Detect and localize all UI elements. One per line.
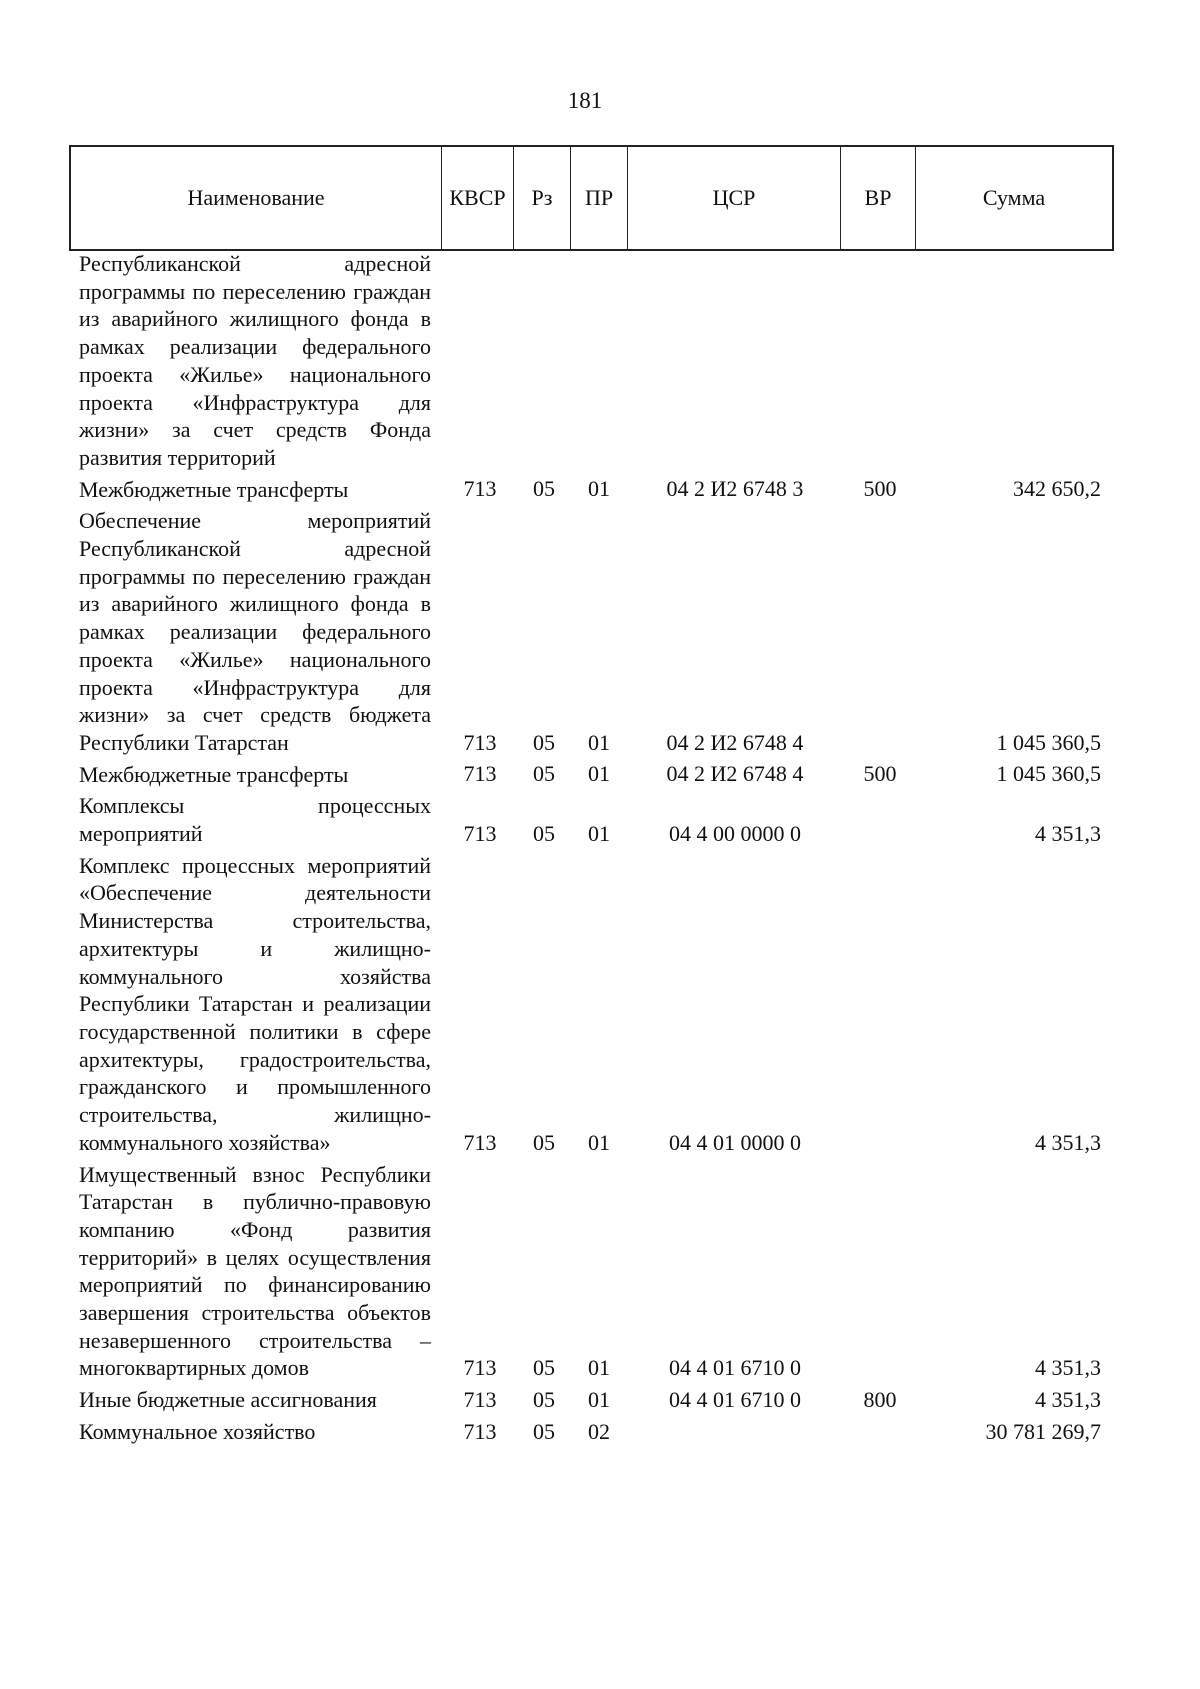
- row-name: Межбюджетные трансферты: [79, 761, 349, 787]
- row-name: Комплексы процессных мероприятий: [79, 793, 431, 847]
- row-pr: 01: [588, 729, 610, 755]
- table-row: [0, 761, 1200, 789]
- row-sum: 4 351,3: [1035, 1355, 1101, 1381]
- row-rz: 05: [533, 761, 555, 787]
- row-csr: 04 2 И2 6748 4: [666, 761, 804, 787]
- table-row: [0, 476, 1200, 504]
- row-kvsr: 713: [463, 820, 497, 846]
- row-pr: 01: [588, 476, 610, 502]
- row-csr: 04 4 01 0000 0: [669, 1129, 801, 1155]
- table-row: [0, 852, 1200, 1157]
- row-rz: 05: [533, 1355, 555, 1381]
- row-kvsr: 713: [463, 1129, 497, 1155]
- row-sum: 4 351,3: [1035, 1129, 1101, 1155]
- table-row: [0, 1161, 1200, 1383]
- row-csr: 04 2 И2 6748 3: [666, 476, 804, 502]
- row-name: Комплекс процессных мероприятий «Обеспечение деятельности Министерства строительства, архитектуры и жилищно-коммунального хозяйства Республики Татарстан и реализации государственной политики в сфере архитектуры, градостроительства, гражданского и промышленного строительства, жилищно-коммунального хозяйства»: [79, 852, 431, 1155]
- table-row: [0, 1418, 1200, 1446]
- row-pr: 01: [588, 1129, 610, 1155]
- header-pr: ПР: [571, 147, 628, 249]
- row-name: Коммунальное хозяйство: [79, 1418, 316, 1444]
- row-rz: 05: [533, 476, 555, 502]
- row-name: Иные бюджетные ассигнования: [79, 1387, 377, 1413]
- row-name: Обеспечение мероприятий Республиканской адресной программы по переселению граждан из аварийного жилищного фонда в рамках реализации федерального проекта «Жилье» национального проекта «Инфраструктура для жизни» за счет средств бюджета Республики Татарстан: [79, 508, 431, 755]
- row-pr: 01: [588, 1355, 610, 1381]
- row-pr: 01: [588, 1386, 610, 1412]
- header-vr: ВР: [841, 147, 916, 249]
- row-name: Имущественный взнос Республики Татарстан в публично-правовую компанию «Фонд развития территорий» в целях осуществления мероприятий по финансированию завершения строительства объектов незавершенного строительства – многоквартирных домов: [79, 1161, 431, 1381]
- row-sum: 4 351,3: [1035, 1386, 1101, 1412]
- table-row: [0, 507, 1200, 756]
- header-rz: Рз: [514, 147, 571, 249]
- row-sum: 1 045 360,5: [996, 761, 1101, 787]
- row-name: Межбюджетные трансферты: [79, 476, 349, 502]
- row-name: Республиканской адресной программы по переселению граждан из аварийного жилищного фонда в рамках реализации федерального проекта «Жилье» национального проекта «Инфраструктура для жизни» за счет средств Фонда развития территорий: [79, 251, 431, 470]
- row-kvsr: 713: [463, 1355, 497, 1381]
- row-kvsr: 713: [463, 1386, 497, 1412]
- table-row: [0, 792, 1200, 847]
- row-sum: 30 781 269,7: [985, 1418, 1101, 1444]
- row-pr: 02: [588, 1418, 610, 1444]
- row-rz: 05: [533, 1386, 555, 1412]
- row-rz: 05: [533, 1418, 555, 1444]
- row-vr: 500: [863, 761, 897, 787]
- row-kvsr: 713: [463, 729, 497, 755]
- table-header: [69, 145, 1114, 251]
- page-number: 181: [567, 88, 603, 113]
- header-csr: ЦСР: [628, 147, 841, 249]
- row-sum: 342 650,2: [1013, 476, 1101, 502]
- row-csr: 04 4 00 0000 0: [669, 820, 801, 846]
- row-vr: 800: [863, 1386, 897, 1412]
- row-sum: 1 045 360,5: [996, 729, 1101, 755]
- row-pr: 01: [588, 761, 610, 787]
- table-row: [0, 250, 1200, 472]
- row-csr: 04 4 01 6710 0: [669, 1355, 801, 1381]
- header-sum: Сумма: [982, 185, 1046, 210]
- row-pr: 01: [588, 820, 610, 846]
- row-vr: 500: [863, 476, 897, 502]
- row-kvsr: 713: [463, 476, 497, 502]
- row-kvsr: 713: [463, 761, 497, 787]
- row-csr: 04 2 И2 6748 4: [666, 729, 804, 755]
- table-row: [0, 1386, 1200, 1414]
- table-body: [0, 250, 1200, 1446]
- row-kvsr: 713: [463, 1418, 497, 1444]
- row-csr: 04 4 01 6710 0: [669, 1386, 801, 1412]
- row-rz: 05: [533, 1129, 555, 1155]
- header-kvsr: КВСР: [442, 147, 514, 249]
- header-name: Наименование: [71, 147, 442, 249]
- row-rz: 05: [533, 729, 555, 755]
- row-rz: 05: [533, 820, 555, 846]
- row-sum: 4 351,3: [1035, 820, 1101, 846]
